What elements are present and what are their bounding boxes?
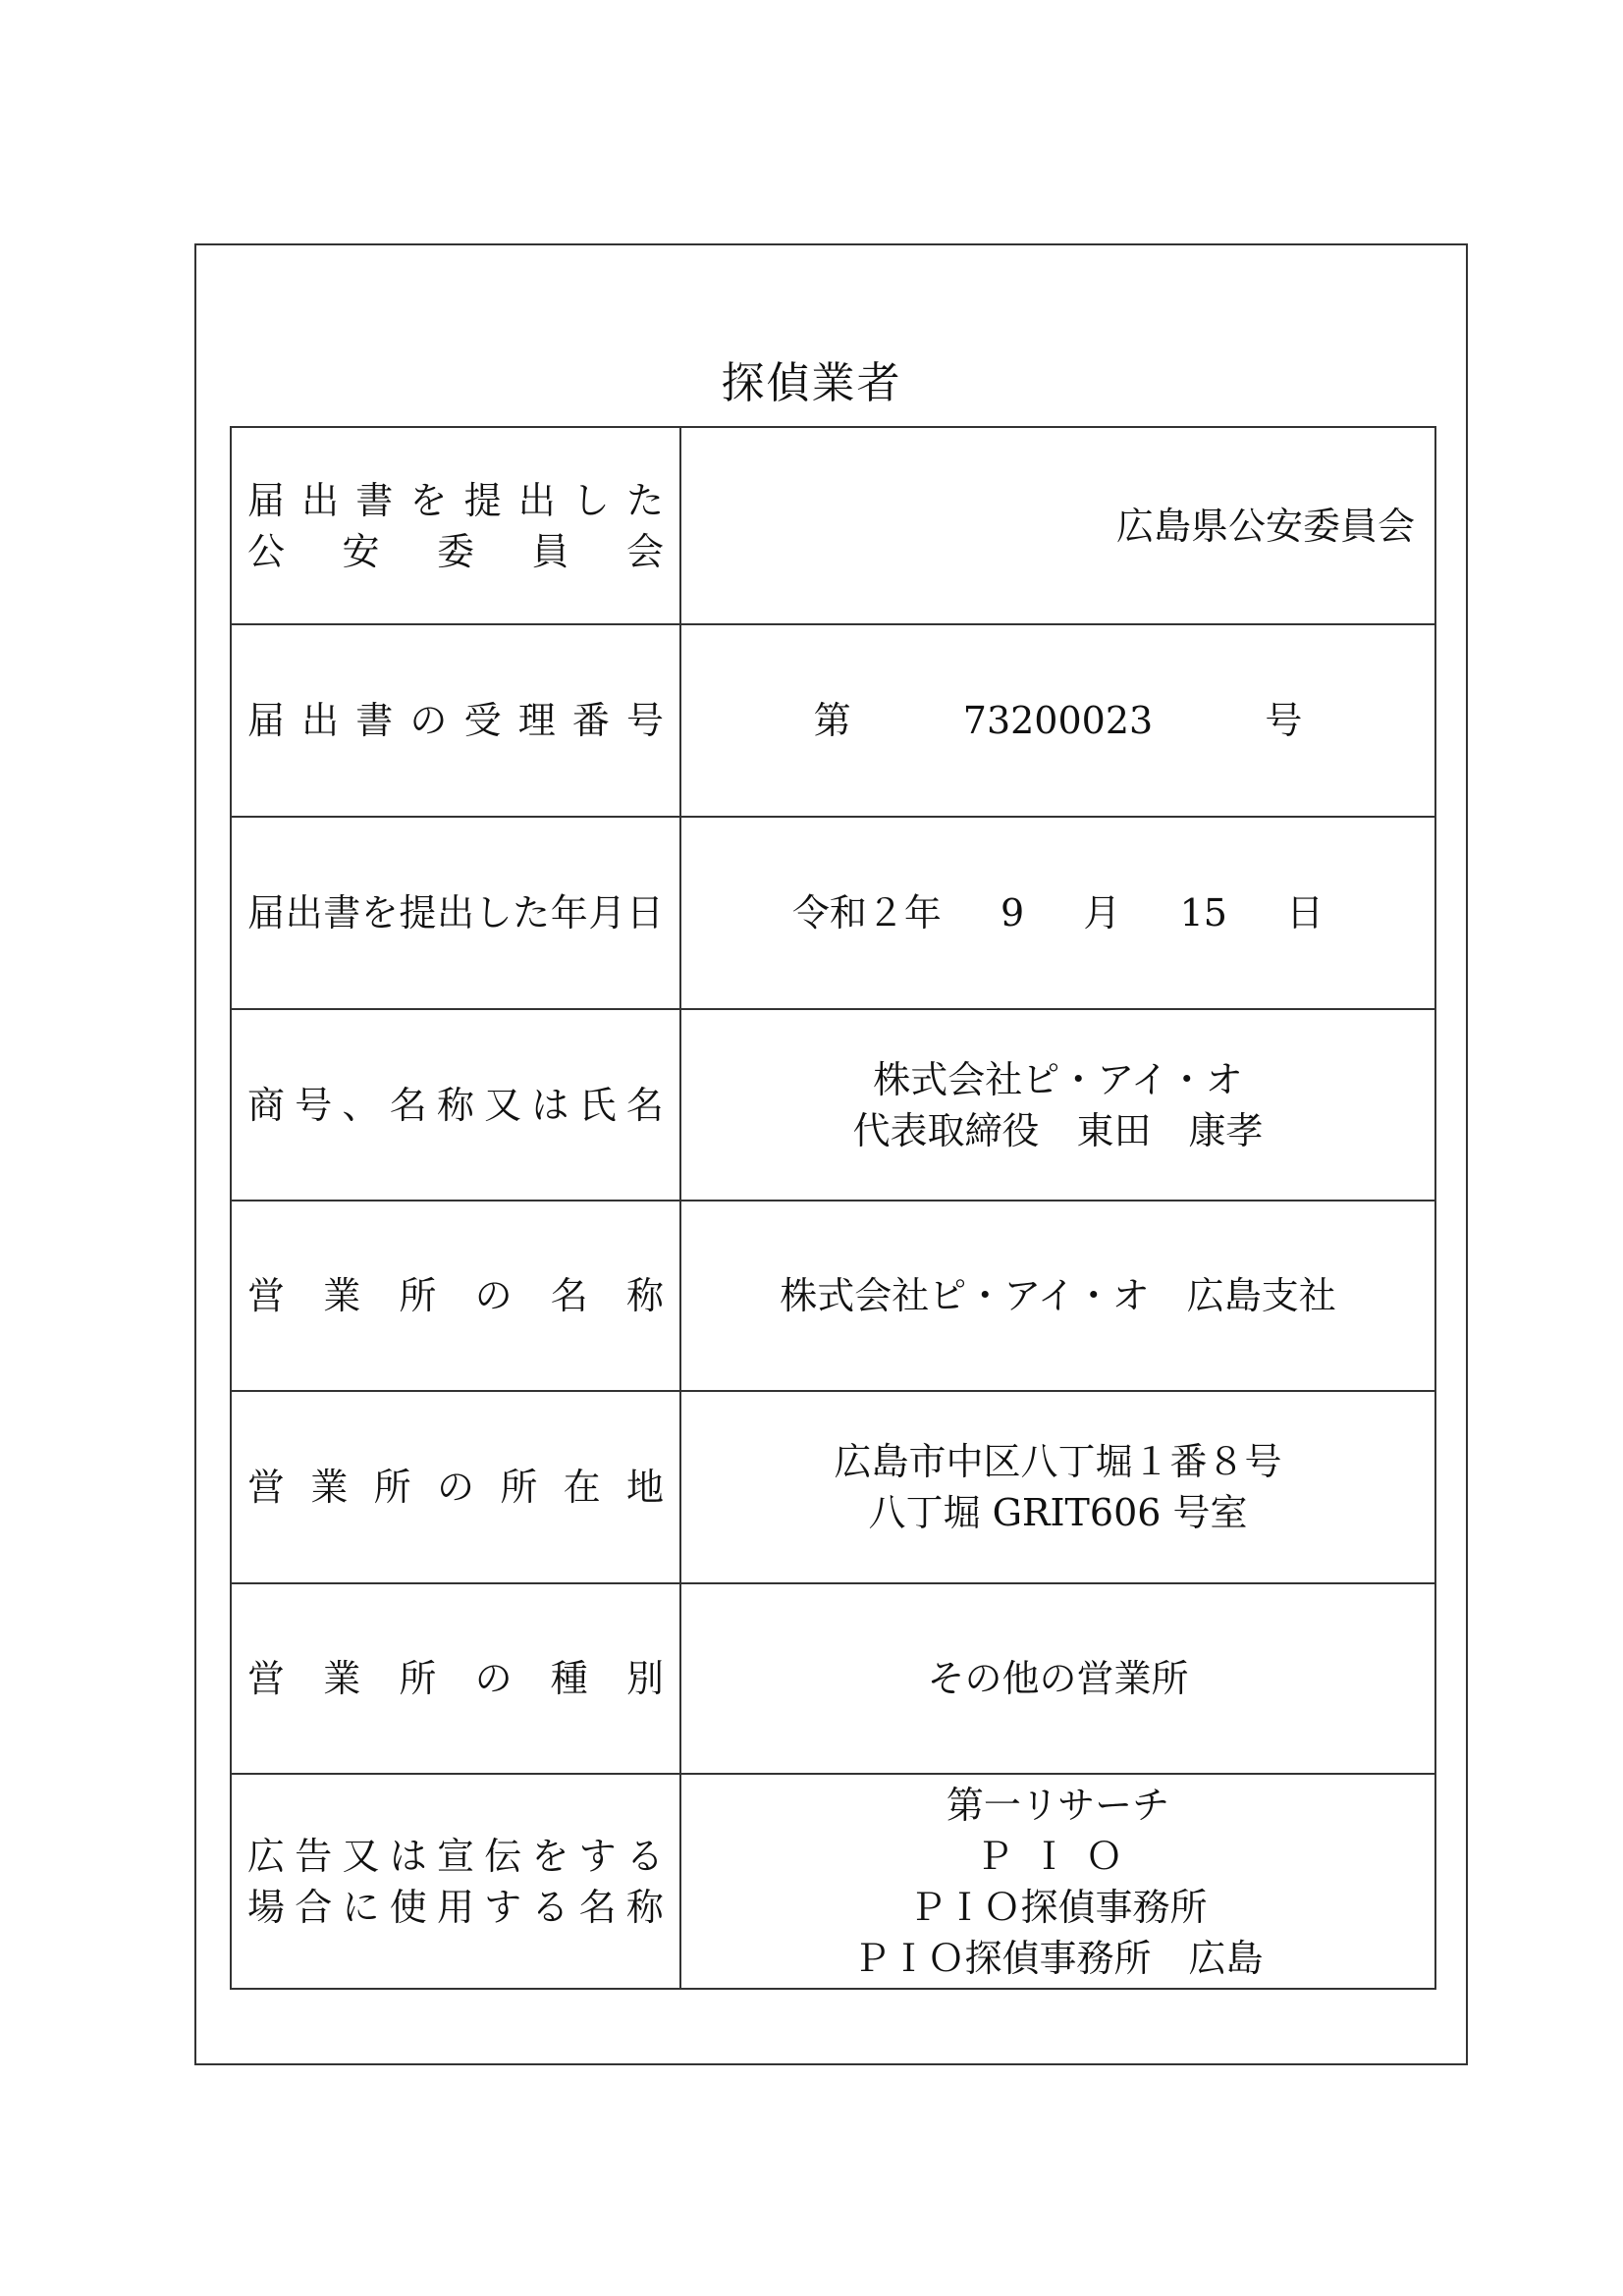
row-value-public-safety-commission [680,427,1435,624]
label-char: 号 [625,699,664,742]
row-label-office-type [231,1583,680,1774]
office-type: その他の営業所 [927,1657,1189,1700]
label-char: 書 [355,699,394,742]
label-char: 出 [301,699,340,742]
label-char: 番 [571,699,610,742]
label-char: 委 [436,529,474,573]
label-char: の [474,1657,513,1700]
label-char: 届 [247,699,286,742]
label-char: 又 [484,1083,522,1127]
address-line-2: 八丁堀 GRIT606 号室 [868,1491,1248,1534]
label-char: し [474,891,513,934]
label-char: 、 [342,1083,380,1127]
table-row [231,624,1435,817]
label-char: の [409,699,448,742]
label-char: 安 [342,529,380,573]
label-char: 合 [295,1885,333,1929]
row-label-advertising-names [231,1774,680,1989]
label-char: た [625,478,664,522]
label-char: の [474,1274,513,1317]
row-value-advertising-names [680,1774,1435,1989]
label-char: 書 [323,891,361,934]
label-char: を [531,1834,569,1878]
date-era: 令和２年 [791,891,942,934]
table-row [231,1201,1435,1391]
label-char: 名 [550,1274,588,1317]
label-char: る [625,1834,664,1878]
label-char: 伝 [484,1834,522,1878]
label-char: す [578,1834,617,1878]
label-line [247,1653,664,1704]
label-line [247,695,664,746]
date-day: 15 [1179,891,1227,934]
label-line [247,887,664,938]
label-char: は [531,1083,569,1127]
row-value-submission-date [680,817,1435,1009]
label-char: 又 [342,1834,380,1878]
label-char: 名 [625,1083,664,1127]
company-name: 株式会社ピ・アイ・オ [873,1057,1243,1101]
representative: 代表取締役 東田 康孝 [852,1108,1264,1152]
table-row [231,427,1435,624]
label-char: る [531,1885,569,1929]
label-char: 営 [247,1657,286,1700]
label-char: に [342,1885,380,1929]
receipt-number: 73200023 [962,699,1154,742]
row-label-submission-date [231,817,680,1009]
label-char: 会 [625,529,664,573]
label-char: 氏 [578,1083,617,1127]
row-label-office-name [231,1201,680,1391]
label-char: 所 [500,1466,538,1509]
label-char: 所 [399,1657,437,1700]
label-char: 号 [295,1083,333,1127]
label-line [247,1080,664,1131]
label-char: 使 [389,1885,427,1929]
label-char: 所 [373,1466,411,1509]
number-prefix: 第 [813,699,851,742]
label-line [247,1462,664,1513]
ad-name: 第一リサーチ [946,1783,1170,1827]
row-value-trade-name [680,1009,1435,1201]
label-char: は [389,1834,427,1878]
label-char: す [484,1885,522,1929]
label-char: 告 [295,1834,333,1878]
label-char: 書 [355,478,394,522]
address-line-1: 広島市中区八丁堀１番８号 [834,1440,1282,1483]
label-char: 営 [247,1466,286,1509]
label-line [247,1882,664,1933]
date-month: 9 [1001,891,1025,934]
label-char: 出 [285,891,323,934]
label-char: 名 [389,1083,427,1127]
table-row [231,1391,1435,1583]
label-char: 業 [323,1274,361,1317]
label-line [247,526,664,577]
label-char: 理 [517,699,556,742]
page-title: 探偵業者 [721,358,902,408]
label-char: 用 [436,1885,474,1929]
label-char: 名 [578,1885,617,1929]
label-char: 員 [531,529,569,573]
date-month-unit: 月 [1083,891,1121,934]
table-row [231,1774,1435,1989]
row-label-public-safety-commission [231,427,680,624]
row-value-receipt-number [680,624,1435,817]
label-char: 年 [550,891,588,934]
label-char: 出 [436,891,474,934]
row-label-receipt-number [231,624,680,817]
label-char: 月 [588,891,626,934]
label-char: 別 [625,1657,664,1700]
label-char: 出 [517,478,556,522]
label-char: を [409,478,448,522]
commission-name: 広島県公安委員会 [1115,504,1415,548]
label-char: 称 [436,1083,474,1127]
date-day-unit: 日 [1286,891,1325,934]
registration-table [230,426,1436,1990]
office-name: 株式会社ピ・アイ・オ 広島支社 [780,1274,1336,1317]
row-label-trade-name [231,1009,680,1201]
row-label-office-address [231,1391,680,1583]
label-char: た [513,891,551,934]
label-line [247,475,664,526]
label-line [247,1831,664,1882]
label-char: 商 [247,1083,286,1127]
label-char: 業 [323,1657,361,1700]
label-char: 種 [550,1657,588,1700]
table-row [231,817,1435,1009]
label-char: 業 [310,1466,349,1509]
table-row [231,1009,1435,1201]
table-row [231,1583,1435,1774]
label-char: 受 [463,699,502,742]
label-char: 在 [563,1466,601,1509]
label-char: 日 [625,891,664,934]
label-char: 場 [247,1885,286,1929]
label-char: 公 [247,529,286,573]
label-char: 営 [247,1274,286,1317]
label-char: 地 [625,1466,664,1509]
label-char: を [360,891,399,934]
number-suffix: 号 [1265,699,1303,742]
label-char: し [571,478,610,522]
label-char: 称 [625,1274,664,1317]
label-char: 称 [625,1885,664,1929]
row-value-office-type [680,1583,1435,1774]
label-char: 出 [301,478,340,522]
ad-name: ＰＩＯ探偵事務所 [908,1885,1208,1929]
row-value-office-name [680,1201,1435,1391]
label-char: の [436,1466,474,1509]
label-char: 届 [247,478,286,522]
ad-name: ＰＩＯ [975,1834,1141,1878]
label-char: 提 [463,478,502,522]
row-value-office-address [680,1391,1435,1583]
label-char: 届 [247,891,286,934]
label-char: 提 [399,891,437,934]
label-char: 宣 [436,1834,474,1878]
label-char: 所 [399,1274,437,1317]
ad-name: ＰＩＯ探偵事務所 広島 [852,1936,1264,1980]
label-char: 広 [247,1834,286,1878]
label-line [247,1270,664,1321]
